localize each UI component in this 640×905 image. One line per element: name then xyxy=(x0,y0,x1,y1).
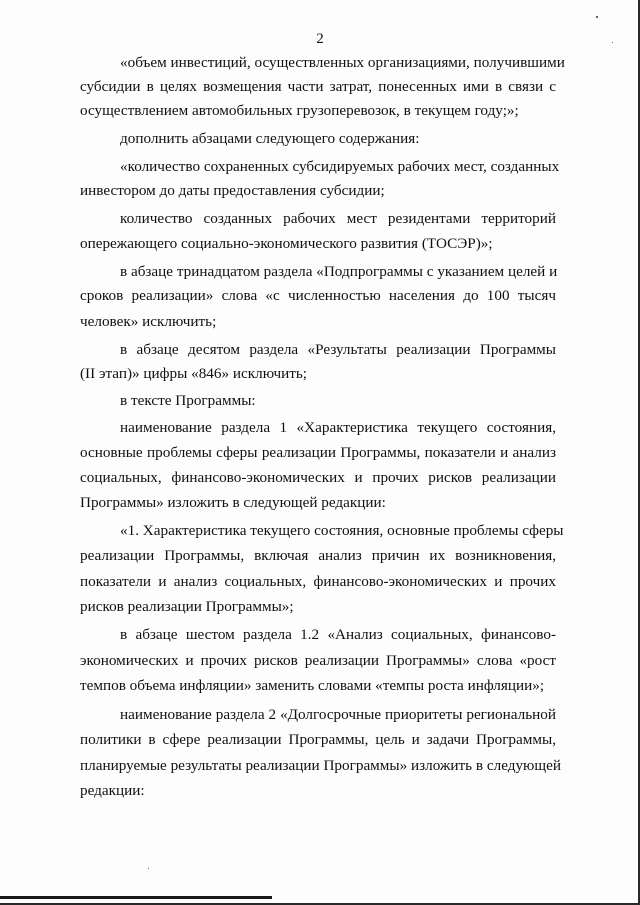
text-line: редакции: xyxy=(80,782,145,799)
text-line: показатели и анализ социальных, финансово-экономических и прочих xyxy=(80,573,556,590)
text-line: человек» исключить; xyxy=(80,313,217,330)
scan-speck xyxy=(148,868,149,869)
text-line: социальных, финансово-экономических и прочих рисков реализации xyxy=(80,469,556,486)
text-line: планируемые результаты реализации Программы» изложить в следующей xyxy=(80,757,561,774)
text-line: инвестором до даты предоставления субсидии; xyxy=(80,182,385,199)
text-line: реализации Программы, включая анализ причин их возникновения, xyxy=(80,547,556,564)
text-line: «1. Характеристика текущего состояния, основные проблемы сферы xyxy=(120,522,564,539)
text-line: основные проблемы сферы реализации Программы, показатели и анализ xyxy=(80,444,556,461)
text-line: темпов объема инфляции» заменить словами «темпы роста инфляции»; xyxy=(80,677,545,694)
text-line: (II этап)» цифры «846» исключить; xyxy=(80,365,308,382)
text-line: субсидии в целях возмещения части затрат, понесенных ими в связи с xyxy=(80,78,556,95)
text-line: наименование раздела 1 «Характеристика текущего состояния, xyxy=(120,419,556,436)
text-line: в абзаце тринадцатом раздела «Подпрограммы с указанием целей и xyxy=(120,263,558,280)
text-line: дополнить абзацами следующего содержания: xyxy=(120,130,420,147)
text-line: осуществлением автомобильных грузоперевозок, в текущем году;»; xyxy=(80,102,519,119)
text-line: сроков реализации» слова «с численностью населения до 100 тысяч xyxy=(80,287,556,304)
text-line: политики в сфере реализации Программы, цель и задачи Программы, xyxy=(80,731,556,748)
scan-speck xyxy=(596,16,598,18)
text-line: «количество сохраненных субсидируемых рабочих мест, созданных xyxy=(120,158,560,175)
text-line: экономических и прочих рисков реализации Программы» слова «рост xyxy=(80,652,556,669)
text-line: в абзаце десятом раздела «Результаты реализации Программы xyxy=(120,341,556,358)
text-line: наименование раздела 2 «Долгосрочные приоритеты региональной xyxy=(120,706,556,723)
text-line: количество созданных рабочих мест резидентами территорий xyxy=(120,210,556,227)
text-line: опережающего социально-экономического развития (ТОСЭР)»; xyxy=(80,235,493,252)
text-line: в абзаце шестом раздела 1.2 «Анализ социальных, финансово- xyxy=(120,626,556,643)
text-line: «объем инвестиций, осуществленных организациями, получившими xyxy=(120,54,565,71)
page-number: 2 xyxy=(316,31,324,47)
text-line: рисков реализации Программы»; xyxy=(80,598,294,615)
text-line: Программы» изложить в следующей редакции: xyxy=(80,494,386,511)
scan-bottom-rule xyxy=(0,896,272,899)
text-line: в тексте Программы: xyxy=(120,392,256,409)
